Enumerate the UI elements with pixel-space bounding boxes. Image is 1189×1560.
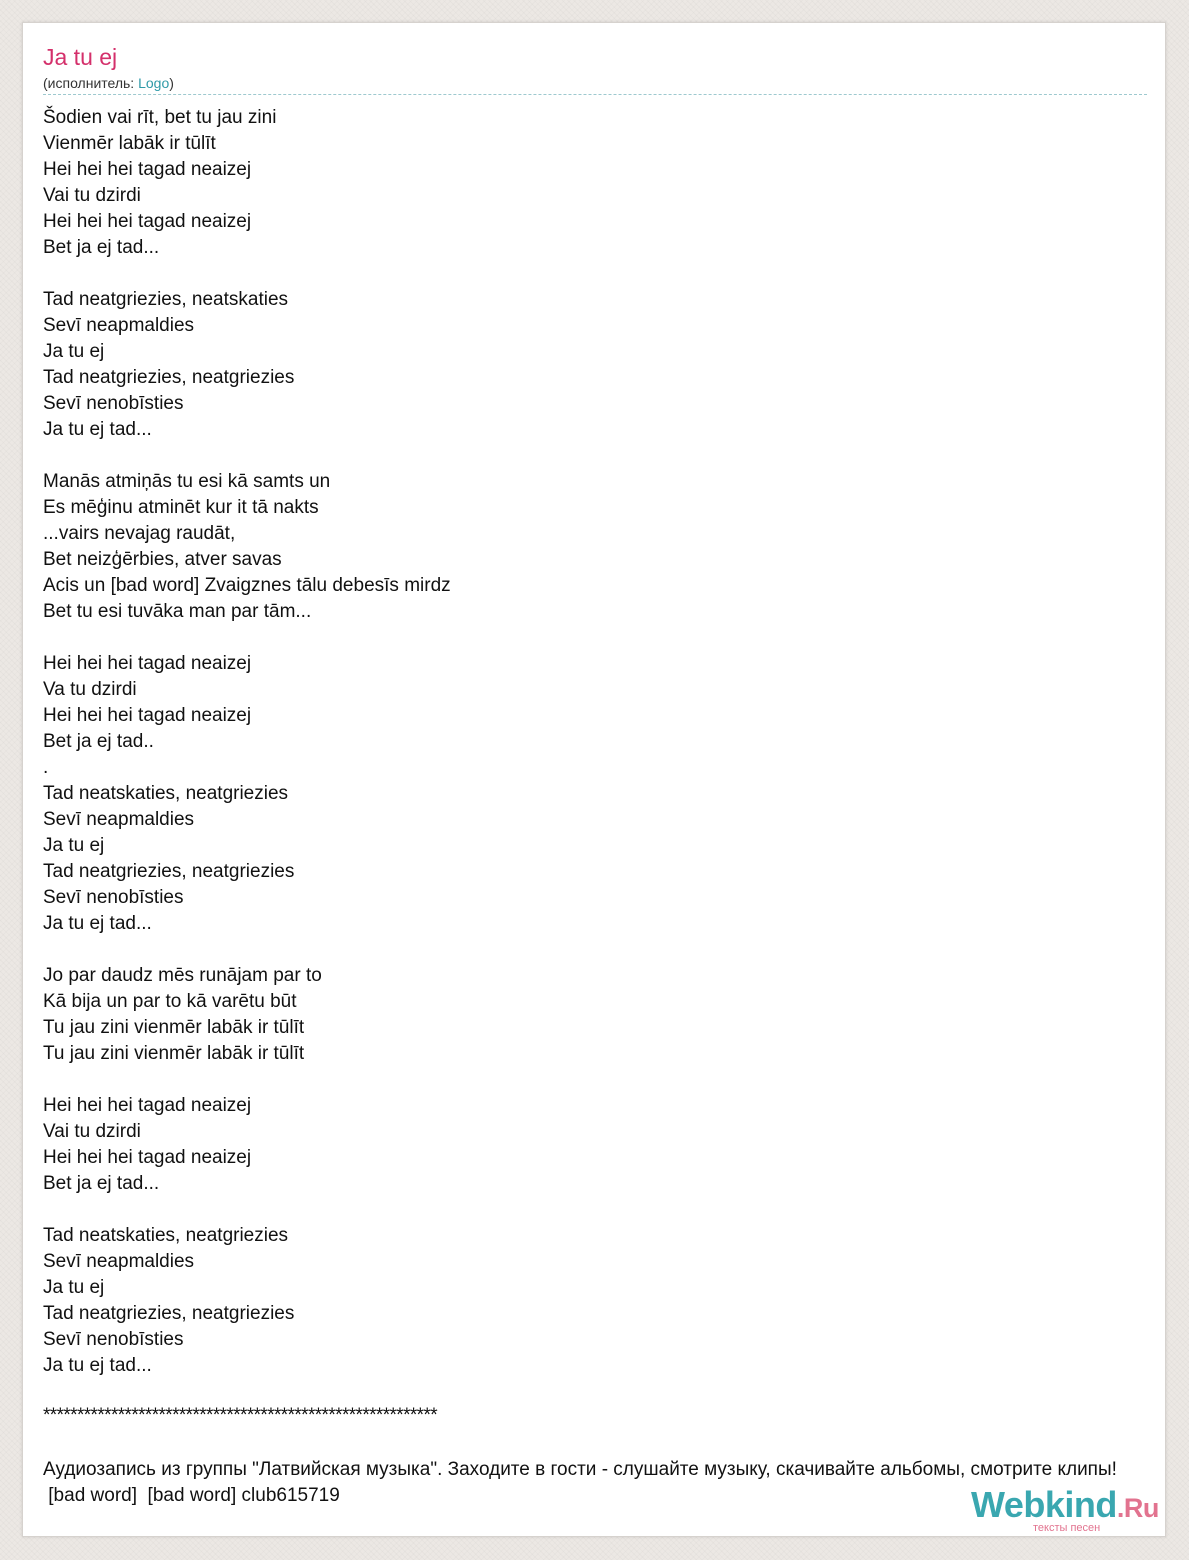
lyric-line: ...vairs nevajag raudāt, bbox=[43, 523, 236, 544]
lyric-line: Ja tu ej bbox=[43, 835, 105, 856]
lyric-line: Jo par daudz mēs runājam par to bbox=[43, 965, 322, 986]
lyric-line: Acis un [bad word] Zvaigznes tālu debesīs mirdz bbox=[43, 575, 451, 596]
lyric-line: Hei hei hei tagad neaizej bbox=[43, 1147, 252, 1168]
footer-line-2: [bad word] [bad word] club615719 bbox=[43, 1485, 340, 1506]
lyric-line bbox=[43, 1197, 1153, 1223]
lyric-line: Hei hei hei tagad neaizej bbox=[43, 211, 252, 232]
lyric-line: Tad neatskaties, neatgriezies bbox=[43, 1225, 289, 1246]
lyric-line: Ja tu ej tad... bbox=[43, 1355, 152, 1376]
webkind-brand: Webkind bbox=[971, 1484, 1117, 1525]
lyric-line: Ja tu ej tad... bbox=[43, 913, 152, 934]
lyric-line: Kā bija un par to kā varētu būt bbox=[43, 991, 297, 1012]
lyric-line: Sevī neapmaldies bbox=[43, 809, 195, 830]
lyric-line: Vai tu dzirdi bbox=[43, 1121, 141, 1142]
lyric-line: Bet tu esi tuvāka man par tām... bbox=[43, 601, 312, 622]
performer-suffix: ) bbox=[169, 75, 174, 91]
webkind-tld: .Ru bbox=[1116, 1493, 1159, 1523]
lyric-line bbox=[43, 1067, 1153, 1093]
lyric-line: Hei hei hei tagad neaizej bbox=[43, 653, 252, 674]
lyrics-body bbox=[43, 105, 1153, 1379]
lyric-line: Tad neatgriezies, neatgriezies bbox=[43, 367, 295, 388]
song-title: Ja tu ej bbox=[43, 44, 118, 70]
lyric-line: Tu jau zini vienmēr labāk ir tūlīt bbox=[43, 1043, 305, 1064]
performer-line bbox=[43, 74, 174, 92]
lyric-line: Sevī nenobīsties bbox=[43, 887, 184, 908]
lyric-line: Ja tu ej bbox=[43, 341, 105, 362]
footer-note bbox=[43, 1457, 1117, 1509]
lyric-line: Vienmēr labāk ir tūlīt bbox=[43, 133, 216, 154]
lyric-line bbox=[43, 937, 1153, 963]
lyric-line: Bet neizģērbies, atver savas bbox=[43, 549, 282, 570]
lyric-line: Tad neatgriezies, neatskaties bbox=[43, 289, 289, 310]
lyric-line: Hei hei hei tagad neaizej bbox=[43, 705, 252, 726]
lyric-line: Ja tu ej tad... bbox=[43, 419, 152, 440]
lyric-line: Tad neatgriezies, neatgriezies bbox=[43, 1303, 295, 1324]
lyric-line: Sevī nenobīsties bbox=[43, 393, 184, 414]
lyric-line: . bbox=[43, 757, 49, 778]
lyric-line: Sevī nenobīsties bbox=[43, 1329, 184, 1350]
lyric-line: Bet ja ej tad... bbox=[43, 237, 160, 258]
lyric-line: Šodien vai rīt, bet tu jau zini bbox=[43, 107, 277, 128]
lyric-line: Bet ja ej tad.. bbox=[43, 731, 154, 752]
lyric-line: Tad neatgriezies, neatgriezies bbox=[43, 861, 295, 882]
lyrics-card bbox=[22, 22, 1166, 1537]
performer-link[interactable]: Logo bbox=[138, 75, 170, 91]
lyric-line: Tu jau zini vienmēr labāk ir tūlīt bbox=[43, 1017, 305, 1038]
lyric-line bbox=[43, 261, 1153, 287]
lyric-line: Hei hei hei tagad neaizej bbox=[43, 1095, 252, 1116]
lyric-line: Manās atmiņās tu esi kā samts un bbox=[43, 471, 331, 492]
lyric-line: Sevī neapmaldies bbox=[43, 1251, 195, 1272]
lyric-line: Vai tu dzirdi bbox=[43, 185, 141, 206]
lyric-line bbox=[43, 625, 1153, 651]
separator-stars: ********************************************************** bbox=[43, 1405, 438, 1426]
lyric-line: Es mēģinu atminēt kur it tā nakts bbox=[43, 497, 319, 518]
lyric-line: Sevī neapmaldies bbox=[43, 315, 195, 336]
title-divider bbox=[43, 94, 1147, 95]
webkind-watermark bbox=[971, 1485, 1171, 1535]
lyric-line: Hei hei hei tagad neaizej bbox=[43, 159, 252, 180]
webkind-tagline: тексты песен bbox=[1033, 1522, 1101, 1534]
lyric-line: Tad neatskaties, neatgriezies bbox=[43, 783, 289, 804]
lyric-line: Bet ja ej tad... bbox=[43, 1173, 160, 1194]
footer-line-1: Аудиозапись из группы "Латвийская музыка". Заходите в гости - слушайте музыку, скачивайте альбомы, смотрите клипы! bbox=[43, 1459, 1117, 1480]
lyric-line bbox=[43, 443, 1153, 469]
lyric-line: Ja tu ej bbox=[43, 1277, 105, 1298]
performer-prefix: (исполнитель: bbox=[43, 75, 139, 91]
lyric-line: Va tu dzirdi bbox=[43, 679, 137, 700]
